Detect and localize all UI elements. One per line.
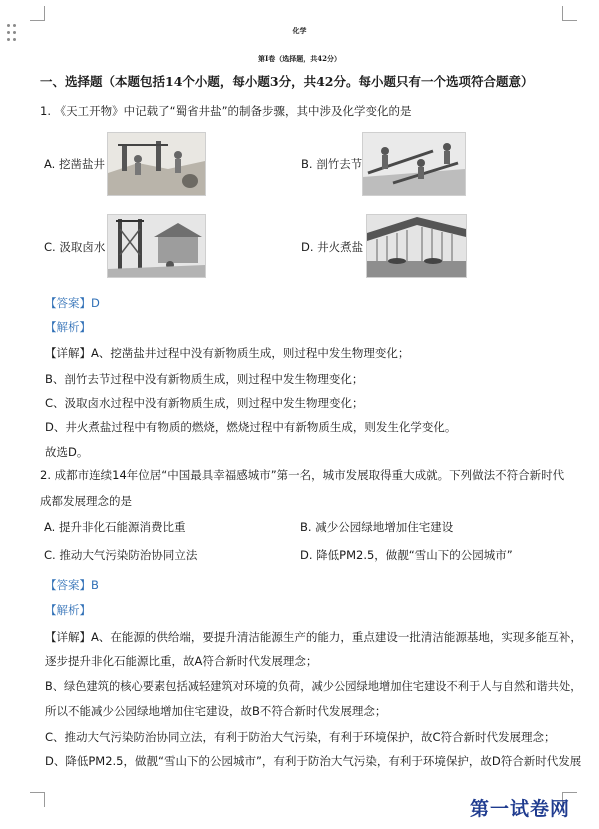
q2-option-b: B. 减少公园绿地增加住宅建设 <box>300 520 454 534</box>
q2-explanation-line: 所以不能减少公园绿地增加住宅建设，故B不符合新时代发展理念； <box>45 704 387 718</box>
q1-explanation-line: D、井火煮盐过程中有物质的燃烧，燃烧过程中有新物质生成，则发生化学变化。 <box>45 420 457 434</box>
q2-explanation-line: D、降低PM2.5，做靓“雪山下的公园城市”，有利于防治大气污染，有利于环境保护，故D符合新时代发展 <box>45 754 582 768</box>
section-heading: 一、选择题（本题包括14个小题，每小题3分，共42分。每小题只有一个选项符合题意） <box>40 74 534 89</box>
q2-explanation-line: C、推动大气污染防治协同立法，有利于防治大气污染，有利于环境保护，故C符合新时代发展理念； <box>45 730 556 744</box>
q1-option-a: A. 挖凿盐井 <box>44 157 105 171</box>
q1-option-c: C. 汲取卤水 <box>44 240 106 254</box>
q1-option-d-image <box>366 214 467 278</box>
q1-option-b-image <box>362 132 466 196</box>
q2-answer: 【答案】B <box>45 578 99 592</box>
crop-mark-bottom-left <box>30 792 45 807</box>
q1-analysis-label: 【解析】 <box>45 320 91 334</box>
q2-analysis-label: 【解析】 <box>45 603 91 617</box>
q1-option-c-image <box>107 214 206 278</box>
watermark-logo: 第一试卷网 <box>470 798 571 820</box>
q1-stem: 1. 《天工开物》中记载了“蜀省井盐”的制备步骤，其中涉及化学变化的是 <box>40 104 412 118</box>
q2-explanation-line: 【详解】A、在能源的供给端，要提升清洁能源生产的能力，重点建设一批清洁能源基地，实现多能互补， <box>45 630 582 644</box>
q2-explanation-line: 逐步提升非化石能源比重，故A符合新时代发展理念； <box>45 654 318 668</box>
q2-explanation-line: B、绿色建筑的核心要素包括减轻建筑对环境的负荷，减少公园绿地增加住宅建设不利于人与自然和谐共处， <box>45 680 582 693</box>
crop-mark-top-right <box>562 6 577 21</box>
q1-option-a-image <box>107 132 206 196</box>
q1-option-b: B. 剖竹去节 <box>301 157 363 171</box>
q2-option-d: D. 降低PM2.5，做靓“雪山下的公园城市” <box>300 548 513 562</box>
q2-stem-line-1: 2. 成都市连续14年位居“中国最具幸福感城市”第一名，城市发展取得重大成就。下列做法不符合新时代 <box>40 468 565 482</box>
q1-explanation-line: B、剖竹去节过程中没有新物质生成，则过程中发生物理变化； <box>45 372 364 386</box>
q2-option-c: C. 推动大气污染防治协同立法 <box>44 548 198 562</box>
q2-option-a: A. 提升非化石能源消费比重 <box>44 520 186 534</box>
q1-option-d: D. 井火煮盐 <box>301 240 364 254</box>
crop-mark-top-left <box>30 6 45 21</box>
q1-explanation-line: C、汲取卤水过程中没有新物质生成，则过程中发生物理变化； <box>45 396 364 410</box>
q2-stem-line-2: 成都发展理念的是 <box>40 494 132 508</box>
q1-conclusion: 故选D。 <box>45 445 89 459</box>
q1-answer: 【答案】D <box>45 296 100 310</box>
q1-explanation-line: 【详解】A、挖凿盐井过程中没有新物质生成，则过程中发生物理变化； <box>45 346 410 360</box>
document-title: 化学 <box>292 26 307 35</box>
part-heading: 第Ⅰ卷（选择题，共42分） <box>257 54 341 63</box>
